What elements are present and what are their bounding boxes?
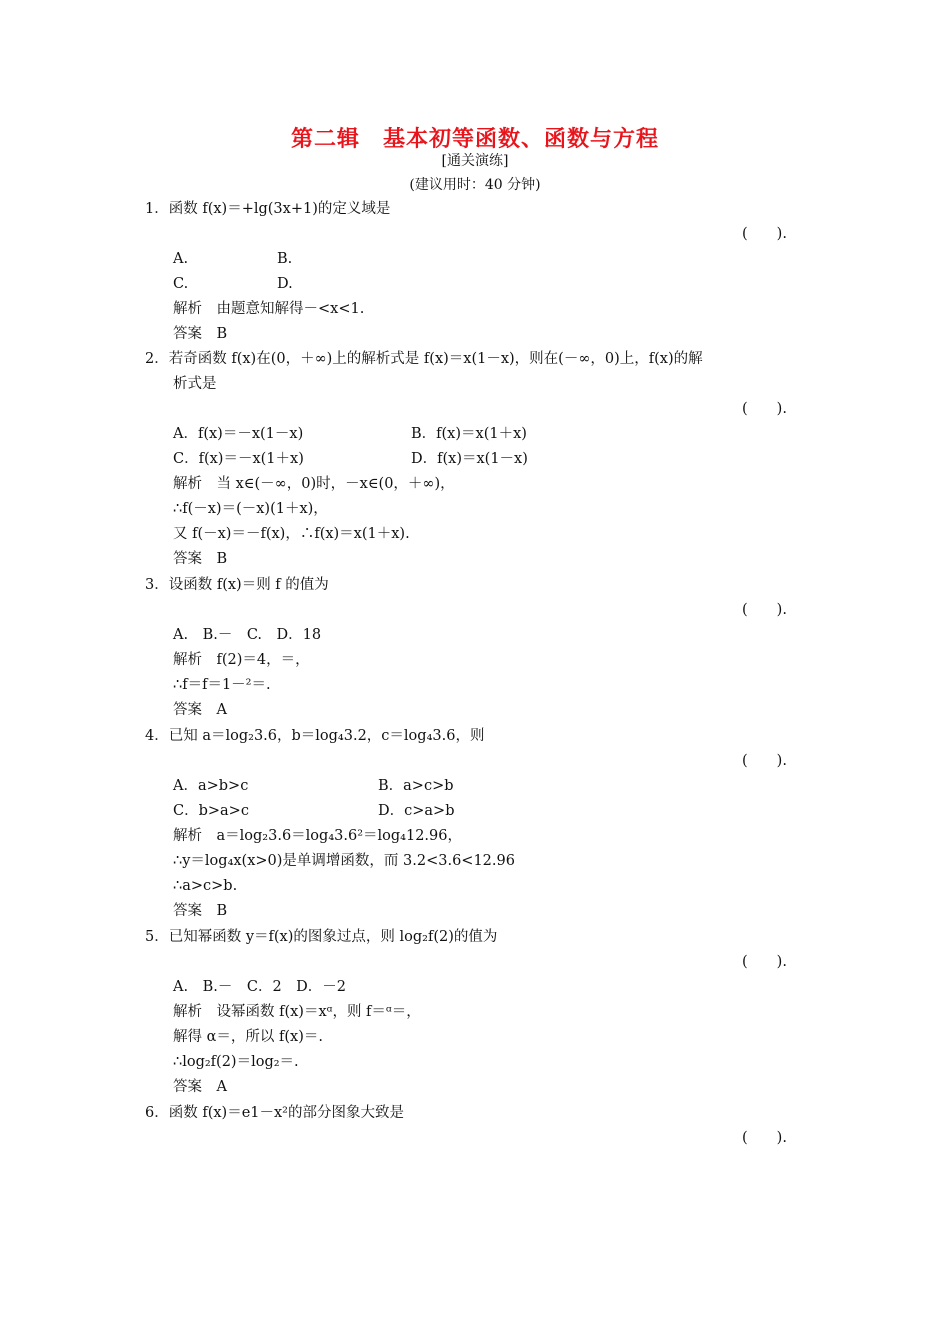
question-2-analysis-line2: ∴f(－x)＝(－x)(1＋x)， <box>173 501 328 517</box>
question-5-answer: 答案 A <box>173 1079 227 1095</box>
question-2-answer: 答案 B <box>173 551 228 567</box>
time-note: (建议用时：40 分钟) <box>409 177 541 193</box>
question-2-stem-line1: 2．若奇函数 f(x)在(0，＋∞)上的解析式是 f(x)＝x(1－x)，则在(－∞，0)上，f(x)的解 <box>145 351 703 367</box>
question-2-option-d: D．f(x)＝x(1－x) <box>411 451 528 467</box>
question-3-stem: 3．设函数 f(x)＝则 f 的值为 <box>145 577 329 593</box>
question-6-bracket: ( ). <box>742 1130 787 1146</box>
page-title: 第二辑 基本初等函数、函数与方程 <box>290 126 659 152</box>
question-5-bracket: ( ). <box>742 954 787 970</box>
question-2-option-a: A．f(x)＝－x(1－x) <box>173 426 304 442</box>
question-3-options: A. B.－ C. D．18 <box>173 627 322 643</box>
question-5-options: A. B.－ C．2 D．－2 <box>173 979 347 995</box>
section-label: [通关演练] <box>441 153 509 169</box>
question-4-option-c: C．b>a>c <box>173 803 249 819</box>
question-4-option-a: A．a>b>c <box>173 778 249 794</box>
question-4-analysis-line2: ∴y＝log₄x(x>0)是单调增函数，而 3.2<3.6<12.96 <box>173 853 515 869</box>
question-1-answer: 答案 B <box>173 326 228 342</box>
question-1-stem: 1．函数 f(x)＝+lg(3x+1)的定义域是 <box>145 201 391 217</box>
question-2-bracket: ( ). <box>742 401 787 417</box>
question-2-analysis-line1: 解析 当 x∈(－∞，0)时，－x∈(0，＋∞)， <box>173 476 455 492</box>
question-4-analysis-line3: ∴a>c>b. <box>173 878 238 894</box>
question-1-option-b: B. <box>277 251 293 267</box>
question-3-analysis-line2: ∴f＝f＝1－²＝. <box>173 677 271 693</box>
question-4-bracket: ( ). <box>742 753 787 769</box>
question-1-option-a: A. <box>173 251 189 267</box>
question-2-stem-line2: 析式是 <box>173 376 217 392</box>
question-3-analysis-line1: 解析 f(2)＝4，＝， <box>173 652 310 668</box>
question-1-analysis: 解析 由题意知解得－<x<1. <box>173 301 365 317</box>
question-3-bracket: ( ). <box>742 602 787 618</box>
question-2-option-b: B．f(x)＝x(1＋x) <box>411 426 527 442</box>
question-5-analysis-line3: ∴log₂f(2)＝log₂＝. <box>173 1054 299 1070</box>
question-4-option-b: B．a>c>b <box>378 778 454 794</box>
question-2-option-c: C．f(x)＝－x(1＋x) <box>173 451 304 467</box>
question-2-analysis-line3: 又 f(－x)＝－f(x)，∴f(x)＝x(1＋x). <box>173 526 410 542</box>
question-4-stem: 4．已知 a＝log₂3.6，b＝log₄3.2，c＝log₄3.6，则 <box>145 728 485 744</box>
question-1-option-c: C. <box>173 276 189 292</box>
question-1-bracket: ( ). <box>742 226 787 242</box>
question-5-stem: 5．已知幂函数 y＝f(x)的图象过点，则 log₂f(2)的值为 <box>145 929 498 945</box>
question-4-answer: 答案 B <box>173 903 228 919</box>
question-5-analysis-line1: 解析 设幂函数 f(x)＝xᵅ，则 f＝ᵅ＝， <box>173 1004 421 1020</box>
question-4-option-d: D．c>a>b <box>378 803 455 819</box>
question-4-analysis-line1: 解析 a＝log₂3.6＝log₄3.6²＝log₄12.96， <box>173 828 462 844</box>
question-6-stem: 6．函数 f(x)＝e1－x²的部分图象大致是 <box>145 1105 404 1121</box>
question-3-answer: 答案 A <box>173 702 227 718</box>
question-5-analysis-line2: 解得 α＝，所以 f(x)＝. <box>173 1029 323 1045</box>
question-1-option-d: D. <box>277 276 293 292</box>
